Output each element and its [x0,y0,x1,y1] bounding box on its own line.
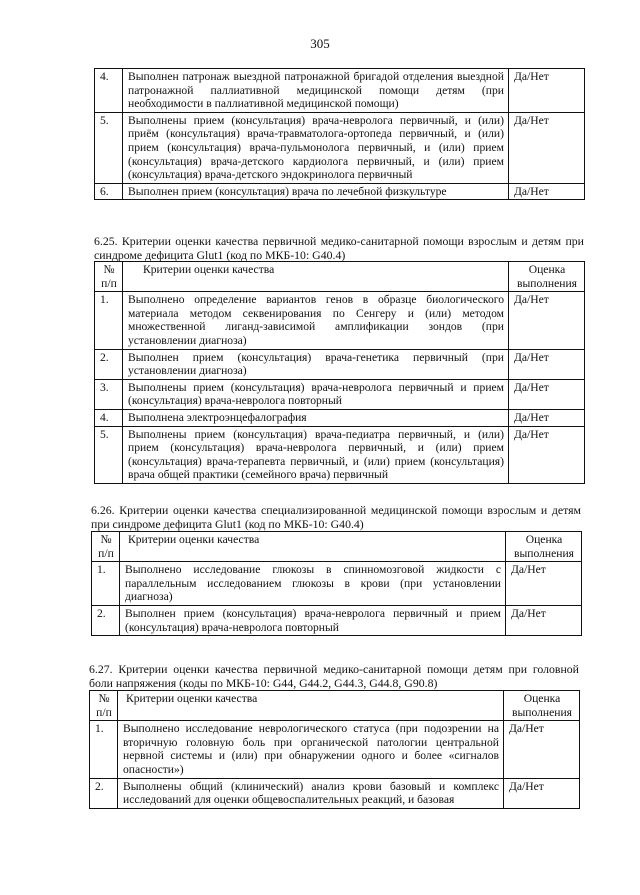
criterion-cell: Выполнены общий (клинический) анализ крови базовый и комплекс исследований для оценки общевоспалительных реакций, и базовая [118,778,504,808]
row-number: 1. [90,721,118,778]
table-row [95,69,585,113]
table-row [95,112,585,183]
header-criterion: Критерии оценки качества [118,691,504,721]
row-number: 5. [95,426,123,483]
section-heading-6-27: 6.27. Критерии оценки качества первичной медико-санитарной помощи детям при головной боли напряжения (коды по МКБ-10: G44, G44.2, G44.3, G44.8, G90.8) [89,662,579,690]
header-criterion: Критерии оценки качества [120,532,506,562]
criterion-cell: Выполнены прием (консультация) врача-невролога первичный, и (или) приём (консультация) врача-травматолога-ортопеда первичный, и (или) прием (консультация) врача-пульмонолога первичный, и (или) прием (консультация) врача-детского кардиолога первичный, и (или) прием (консультация) врача-детского эндокринолога первичный [123,112,509,183]
table-row [92,605,582,635]
table-row [90,778,580,808]
result-cell: Да/Нет [506,605,582,635]
criterion-cell: Выполнены прием (консультация) врача-невролога первичный и прием (консультация) врача-невролога повторный [123,379,509,409]
criterion-cell: Выполнена электроэнцефалография [123,409,509,426]
table-row [95,292,585,349]
table-row [95,183,585,200]
table-6-25 [94,261,585,484]
header-result: Оценка выполнения [509,262,585,292]
result-cell: Да/Нет [509,69,585,113]
result-cell: Да/Нет [509,426,585,483]
result-cell: Да/Нет [504,778,580,808]
table-6-26 [91,531,582,636]
criterion-cell: Выполнены прием (консультация) врача-педиатра первичный, и (или) прием (консультация) врача-невролога первичный, и (или) прием (консультация) врача-терапевта первичный, и (или) прием (консультация) врача общей практики (семейного врача) первичный [123,426,509,483]
table-row [95,409,585,426]
table-row [95,426,585,483]
table-row [90,721,580,778]
result-cell: Да/Нет [509,349,585,379]
section-heading-6-26: 6.26. Критерии оценки качества специализированной медицинской помощи взрослым и детям при синдроме дефицита Glut1 (код по МКБ-10: G40.4) [91,503,581,531]
result-cell: Да/Нет [506,562,582,606]
criterion-cell: Выполнено определение вариантов генов в образце биологического материала методом секвенирования по Сенгеру и (или) методом множественной лиганд-зависимой амплификации зондов (при установлении диагноза) [123,292,509,349]
table-6-27 [89,690,580,809]
row-number: 3. [95,379,123,409]
row-number: 2. [92,605,120,635]
header-number: № п/п [92,532,120,562]
row-number: 2. [90,778,118,808]
criterion-cell: Выполнен прием (консультация) врача по лечебной физкультуре [123,183,509,200]
row-number: 4. [95,409,123,426]
result-cell: Да/Нет [504,721,580,778]
header-result: Оценка выполнения [504,691,580,721]
criterion-cell: Выполнено исследование глюкозы в спинномозговой жидкости с параллельным исследованием глюкозы в крови (при установлении диагноза) [120,562,506,606]
table-header-row [92,532,582,562]
row-number: 1. [92,562,120,606]
table-top [94,68,585,200]
result-cell: Да/Нет [509,183,585,200]
header-criterion: Критерии оценки качества [123,262,509,292]
result-cell: Да/Нет [509,409,585,426]
table-row [95,379,585,409]
row-number: 4. [95,69,123,113]
criterion-cell: Выполнен прием (консультация) врача-невролога первичный и прием (консультация) врача-невролога повторный [120,605,506,635]
criterion-cell: Выполнен прием (консультация) врача-генетика первичный (при установлении диагноза) [123,349,509,379]
page-number: 305 [310,36,330,51]
row-number: 6. [95,183,123,200]
header-result: Оценка выполнения [506,532,582,562]
criterion-cell: Выполнен патронаж выездной патронажной бригадой отделения выездной патронажной паллиативной медицинской помощи детям (при необходимости в паллиативной медицинской помощи) [123,69,509,113]
row-number: 1. [95,292,123,349]
result-cell: Да/Нет [509,379,585,409]
criterion-cell: Выполнено исследование неврологического статуса (при подозрении на вторичную головную боль при органической патологии центральной нервной системы и (или) при обнаружении одного и более «сигналов опасности») [118,721,504,778]
table-header-row [95,262,585,292]
table-row [92,562,582,606]
header-number: № п/п [95,262,123,292]
table-row [95,349,585,379]
row-number: 2. [95,349,123,379]
header-number: № п/п [90,691,118,721]
section-heading-6-25: 6.25. Критерии оценки качества первичной медико-санитарной помощи взрослым и детям при синдроме дефицита Glut1 (код по МКБ-10: G40.4) [94,234,584,262]
row-number: 5. [95,112,123,183]
result-cell: Да/Нет [509,112,585,183]
result-cell: Да/Нет [509,292,585,349]
table-header-row [90,691,580,721]
